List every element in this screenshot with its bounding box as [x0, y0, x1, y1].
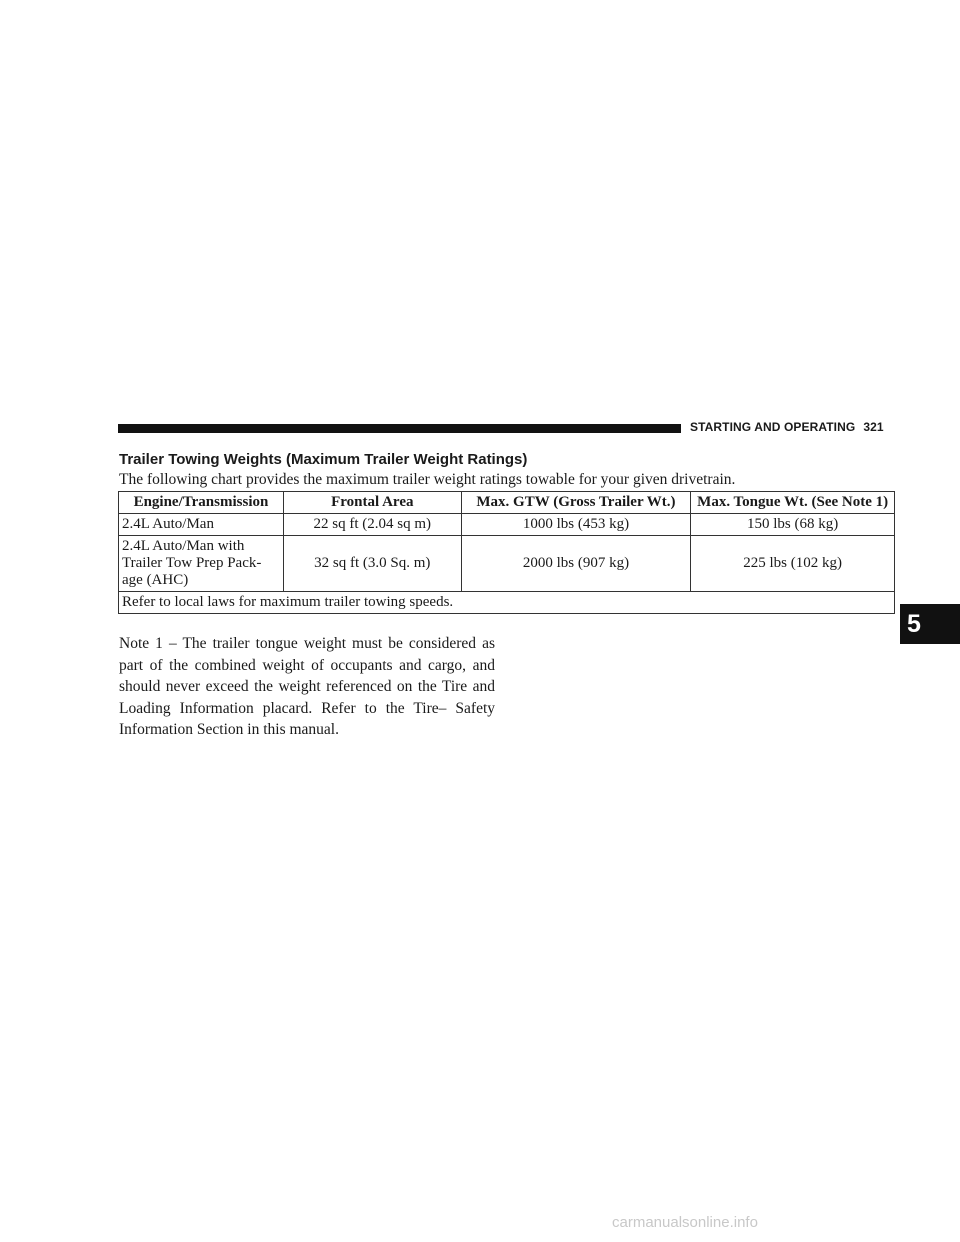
cell-engine: 2.4L Auto/Man with Trailer Tow Prep Pack- age (AHC)	[119, 536, 284, 592]
towing-weights-table	[118, 491, 895, 614]
header-section-name: STARTING AND OPERATING	[690, 420, 856, 434]
cell-max-gtw: 1000 lbs (453 kg)	[461, 514, 691, 536]
section-title: Trailer Towing Weights (Maximum Trailer Weight Ratings)	[119, 451, 528, 468]
watermark: carmanualsonline.info	[612, 1214, 758, 1231]
cell-max-tongue-wt: 225 lbs (102 kg)	[691, 536, 895, 592]
cell-frontal-area: 32 sq ft (3.0 Sq. m)	[283, 536, 461, 592]
table-row	[119, 514, 895, 536]
header-rule	[118, 424, 681, 433]
header-max-gtw: Max. GTW (Gross Trailer Wt.)	[461, 492, 691, 514]
table-footnote-row	[119, 592, 895, 614]
header-frontal-area: Frontal Area	[283, 492, 461, 514]
note-paragraph: Note 1 – The trailer tongue weight must be considered as part of the combined weight of occupants and cargo, and should never exceed the weight referenced on the Tire and Loading Information placard. Refer to the Tire– Safety Information Section in this manual.	[119, 635, 495, 738]
cell-max-gtw: 2000 lbs (907 kg)	[461, 536, 691, 592]
page-number: 321	[863, 420, 884, 434]
cell-frontal-area: 22 sq ft (2.04 sq m)	[283, 514, 461, 536]
chapter-tab: 5	[900, 604, 960, 644]
header-max-tongue-wt: Max. Tongue Wt. (See Note 1)	[691, 492, 895, 514]
running-header	[690, 420, 884, 434]
cell-max-tongue-wt: 150 lbs (68 kg)	[691, 514, 895, 536]
intro-paragraph: The following chart provides the maximum trailer weight ratings towable for your given drivetrain.	[119, 471, 736, 488]
table-footnote: Refer to local laws for maximum trailer towing speeds.	[119, 592, 895, 614]
cell-engine: 2.4L Auto/Man	[119, 514, 284, 536]
table-row	[119, 536, 895, 592]
table-header-row	[119, 492, 895, 514]
header-engine-transmission: Engine/Transmission	[119, 492, 284, 514]
